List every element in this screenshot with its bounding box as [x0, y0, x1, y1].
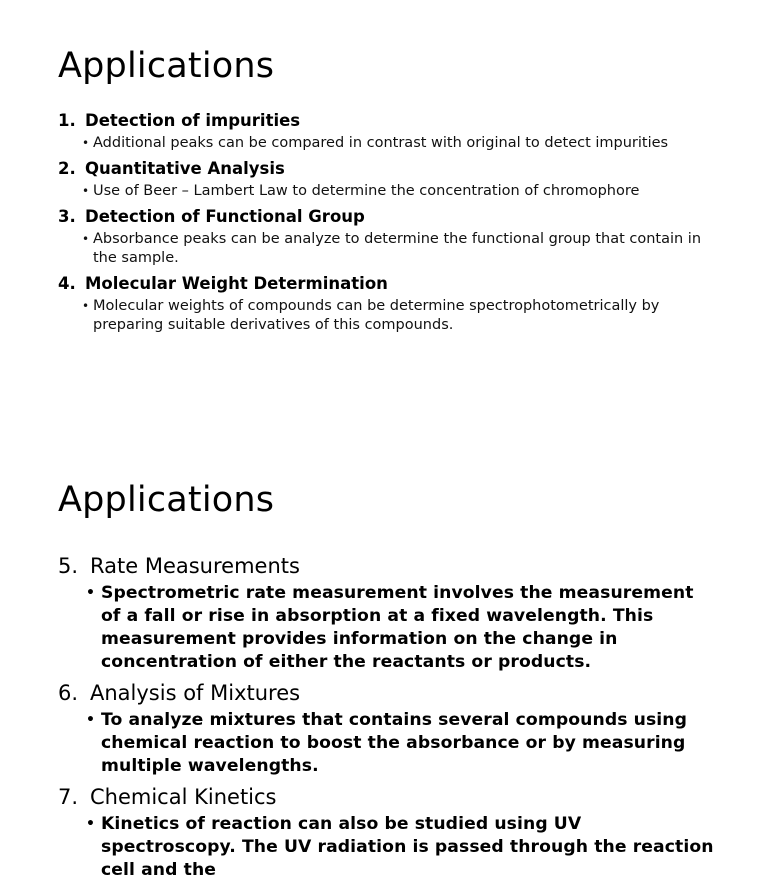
item-heading-text: Detection of impurities	[85, 111, 301, 130]
item-number: 5.	[58, 554, 79, 578]
bullet-text: Additional peaks can be compared in contrast with original to detect impurities	[93, 135, 669, 151]
bullet-text: Spectrometric rate measurement involves the measurement of a fall or rise in absorption at a fixed wavelength. This measurement provides information on the change in concentration of either the reactants or products.	[101, 583, 694, 672]
bullet-icon: •	[82, 136, 90, 150]
item-heading	[58, 206, 718, 228]
slide-title: Applications	[58, 46, 275, 86]
slide-applications-2	[58, 478, 718, 887]
bullet-text: Kinetics of reaction can also be studied using UV spectroscopy. The UV radiation is passed through the reaction cell and the	[101, 814, 714, 880]
bullet-icon: •	[86, 816, 96, 832]
list-item	[58, 552, 718, 674]
list-item	[58, 783, 718, 882]
item-heading-text: Molecular Weight Determination	[85, 274, 388, 293]
bullet-icon: •	[82, 184, 90, 198]
item-heading	[58, 783, 718, 811]
applications-list	[58, 552, 718, 882]
list-item	[58, 158, 718, 201]
list-item	[58, 273, 718, 335]
applications-list	[58, 110, 718, 335]
item-bullet	[86, 709, 718, 778]
item-number: 6.	[58, 681, 79, 705]
bullet-icon: •	[82, 232, 90, 246]
item-bullet	[82, 297, 718, 335]
bullet-icon: •	[86, 585, 96, 601]
item-number: 7.	[58, 785, 79, 809]
item-heading-text: Chemical Kinetics	[90, 785, 277, 809]
item-number: 1.	[58, 111, 76, 130]
item-heading	[58, 273, 718, 295]
bullet-text: Use of Beer – Lambert Law to determine the concentration of chromophore	[93, 183, 640, 199]
item-heading	[58, 158, 718, 180]
list-item	[58, 206, 718, 268]
item-heading	[58, 110, 718, 132]
item-number: 2.	[58, 159, 76, 178]
bullet-text: To analyze mixtures that contains several compounds using chemical reaction to boost the absorbance or by measuring multiple wavelengths.	[101, 710, 688, 776]
item-heading	[58, 679, 718, 707]
slide-title: Applications	[58, 480, 275, 520]
item-heading	[58, 552, 718, 580]
list-item	[58, 110, 718, 153]
item-heading-text: Detection of Functional Group	[85, 207, 365, 226]
item-bullet	[82, 182, 718, 201]
bullet-text: Molecular weights of compounds can be determine spectrophotometrically by preparing suitable derivatives of this compounds.	[93, 298, 660, 333]
item-bullet	[86, 582, 718, 674]
item-bullet	[86, 813, 718, 882]
item-bullet	[82, 230, 718, 268]
bullet-text: Absorbance peaks can be analyze to determine the functional group that contain in the sample.	[93, 231, 702, 266]
item-bullet	[82, 134, 718, 153]
slide-applications-1	[58, 44, 718, 340]
item-heading-text: Quantitative Analysis	[85, 159, 285, 178]
bullet-icon: •	[86, 712, 96, 728]
item-heading-text: Rate Measurements	[90, 554, 300, 578]
item-number: 3.	[58, 207, 76, 226]
item-heading-text: Analysis of Mixtures	[90, 681, 301, 705]
list-item	[58, 679, 718, 778]
item-number: 4.	[58, 274, 76, 293]
bullet-icon: •	[82, 299, 90, 313]
